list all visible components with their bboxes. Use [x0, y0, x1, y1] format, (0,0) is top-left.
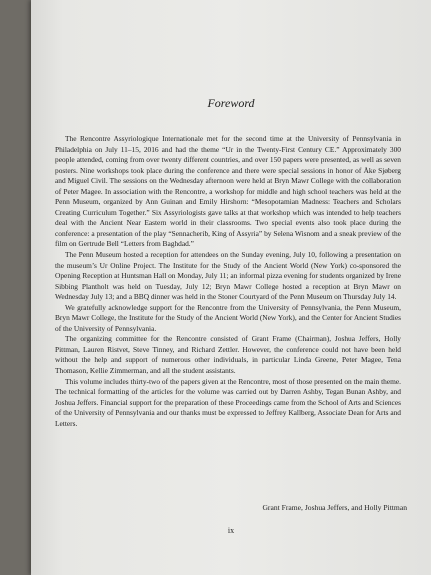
paragraph: The Penn Museum hosted a reception for attendees on the Sunday evening, July 10, following a presentation on the museum’s Ur Online Project. The Institute for the Study of the Ancient World (New York) co-sponsored the Opening Reception at Huntsman Hall on Monday, July 11; an informal pizza evening for students organized by Irene Sibbing Plantholt was held on Tuesday, July 12; Bryn Mawr College hosted a reception at Bryn Mawr on Wednesday July 13; and a BBQ dinner was held in the Stoner Courtyard of the Penn Museum on Thursday July 14.	[55, 250, 401, 302]
foreword-body	[55, 134, 401, 429]
page-number: ix	[227, 526, 235, 535]
paragraph: This volume includes thirty-two of the papers given at the Rencontre, most of those presented on the main theme. The technical formatting of the articles for the volume was carried out by Darren Ashby, Tegan Bunan Ashby, and Joshua Jeffers. Financial support for the preparation of these Proceedings came from the School of Arts and Sciences of the University of Pennsylvania and our thanks must be expressed to Jeffrey Kallberg, Associate Dean for Arts and Letters.	[55, 376, 401, 428]
signature: Grant Frame, Joshua Jeffers, and Holly Pittman	[262, 503, 407, 512]
paragraph: The Rencontre Assyriologique Internationale met for the second time at the University of Pennsylvania in Philadelphia on July 11–15, 2016 and had the theme “Ur in the Twenty-First Century CE.” Approximately 300 people attended, coming from over twenty different countries, and over 150 papers were presented, as well as seven posters. Nine workshops took place during the conference and there were special sessions in honor of Åke Sjøberg and Miguel Civil. The sessions on the Wednesday afternoon were held at Bryn Mawr College with the collaboration of Peter Magee. In association with the Rencontre, a workshop for middle and high school teachers was held at the Penn Museum, organized by Ann Guinan and Emily Hirshorn: “Mesopotamian Madness: Teachers and Scholars Creating Curriculum Together.” Six Assyriologists gave talks at that workshop which was intended to help teachers deal with the Ancient Near Eastern world in their classrooms. Two special events also took place during the conference: a presentation of the play “Sennacherib, King of Assyria” by Selena Wisnom and a sneak preview of the film on Gertrude Bell “Letters from Baghdad.”	[55, 134, 401, 249]
paragraph: We gratefully acknowledge support for the Rencontre from the University of Pennsylvania, the Penn Museum, Bryn Mawr College, the Institute for the Study of the Ancient World (New York), and the Center for Ancient Studies of the University of Pennsylvania.	[55, 302, 401, 333]
book-page	[31, 0, 431, 575]
paragraph: The organizing committee for the Rencontre consisted of Grant Frame (Chairman), Joshua Jeffers, Holly Pittman, Lauren Ristvet, Steve Tinney, and Richard Zettler. However, the conference could not have been held without the help and support of numerous other individuals, in particular Linda Greene, Peter Magee, Tena Thomason, Kellie Zimmerman, and all the student assistants.	[55, 334, 401, 376]
page-title: Foreword	[207, 96, 255, 110]
